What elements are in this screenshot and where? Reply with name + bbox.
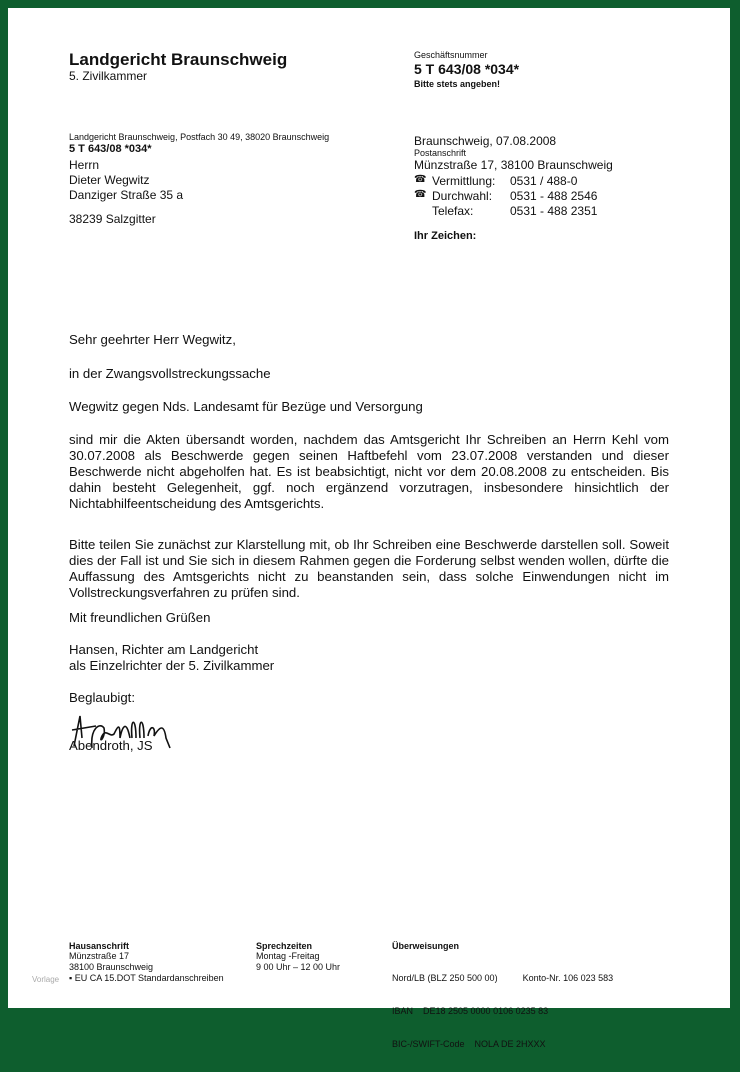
footer-bank-title: Überweisungen xyxy=(392,941,460,951)
footer-address-line: Münzstraße 17 xyxy=(69,951,130,961)
footer-address-title: Hausanschrift xyxy=(69,941,130,951)
footer-bank-line: Nord/LB (BLZ 250 500 00) Konto-Nr. 106 023 583 xyxy=(392,973,614,983)
post-address: Münzstraße 17, 38100 Braunschweig xyxy=(414,158,613,172)
post-address-label: Postanschrift xyxy=(414,148,467,158)
matter-intro: in der Zwangsvollstreckungssache xyxy=(69,366,271,381)
phone-label: Telefax: xyxy=(432,204,474,218)
footer-bank xyxy=(392,941,613,1072)
certified-label: Beglaubigt: xyxy=(69,690,135,705)
recipient-address xyxy=(69,158,183,203)
case-number: 5 T 643/08 *034* xyxy=(414,61,520,77)
letter-date: Braunschweig, 07.08.2008 xyxy=(414,134,557,148)
recipient-salutation: Herrn xyxy=(69,158,100,172)
footer-template-line: ▪ EU CA 15.DOT Standardanschreiben xyxy=(69,973,224,983)
footer-bank-line: IBAN DE18 2505 0000 0106 0235 83 xyxy=(392,1006,549,1016)
recipient-city: 38239 Salzgitter xyxy=(69,212,156,226)
case-number-label: Geschäftsnummer xyxy=(414,50,488,60)
chamber: 5. Zivilkammer xyxy=(69,69,148,83)
phone-value: 0531 / 488-0 xyxy=(510,174,578,188)
footer-hours-title: Sprechzeiten xyxy=(256,941,313,951)
footer-hours xyxy=(256,941,340,973)
recipient-name: Dieter Wegwitz xyxy=(69,173,150,187)
fax-icon-blank xyxy=(414,204,432,218)
letter-page xyxy=(8,8,730,1049)
paragraph-2: Bitte teilen Sie zunächst zur Klarstellung mit, ob Ihr Schreiben eine Beschwerde darstellen soll. Soweit dies der Fall ist und Sie sich in diesem Rahmen gegen die Forderung selbst wenden wollen, dürfte die Auffassung des Amtsgerichts nicht zu beanstanden sein, dass solche Einwendungen nicht im Vollstreckungsverfahren zu prüfen sind. xyxy=(69,537,669,600)
closing: Mit freundlichen Grüßen xyxy=(69,610,211,625)
phone-label: Durchwahl: xyxy=(432,189,493,203)
court-name: Landgericht Braunschweig xyxy=(69,50,288,69)
footer-bank-line: BIC-/SWIFT-Code NOLA DE 2HXXX xyxy=(392,1039,546,1049)
signer-line-2: als Einzelrichter der 5. Zivilkammer xyxy=(69,658,275,673)
footer-address xyxy=(69,941,224,984)
paragraph-1: sind mir die Akten übersandt worden, nachdem das Amtsgericht Ihr Schreiben an Herrn Kehl vom 30.07.2008 als Beschwerde gegen seinen Haftbefehl vom 23.07.2008 verstanden und dieser Beschwerde nicht abgeholfen hat. Es ist beabsichtigt, nicht vor dem 20.08.2008 zu entscheiden. Bis dahin besteht Gelegenheit, ggf. noch ergänzend vorzutragen, insbesondere hinsichtlich der Nichtabhilfeentscheidung des Amtsgerichts. xyxy=(69,432,669,511)
sender-line: Landgericht Braunschweig, Postfach 30 49, 38020 Braunschweig xyxy=(69,132,330,142)
recipient-case-number: 5 T 643/08 *034* xyxy=(69,143,152,155)
certifier-name: Abendroth, JS xyxy=(69,738,153,753)
phone-value: 0531 - 488 2351 xyxy=(510,204,598,218)
signer-line-1: Hansen, Richter am Landgericht xyxy=(69,642,259,657)
your-reference: Ihr Zeichen: xyxy=(414,230,477,242)
phone-icon: ☎ xyxy=(414,174,427,185)
phone-row-switchboard xyxy=(414,174,577,188)
phone-value: 0531 - 488 2546 xyxy=(510,189,598,203)
recipient-street: Danziger Straße 35 a xyxy=(69,188,184,202)
matter: Wegwitz gegen Nds. Landesamt für Bezüge und Versorgung xyxy=(69,399,423,414)
footer-address-line: 38100 Braunschweig xyxy=(69,962,154,972)
phone-icon: ☎ xyxy=(414,189,427,200)
greeting: Sehr geehrter Herr Wegwitz, xyxy=(69,332,236,347)
phone-row-fax xyxy=(414,204,597,218)
phone-label: Vermittlung: xyxy=(432,174,496,188)
footer-hours-line: Montag -Freitag xyxy=(256,951,320,961)
footer-hours-line: 9 00 Uhr – 12 00 Uhr xyxy=(256,962,341,972)
case-number-note: Bitte stets angeben! xyxy=(414,79,501,89)
phone-row-direct xyxy=(414,189,597,203)
template-mark: Vorlage xyxy=(32,975,60,984)
